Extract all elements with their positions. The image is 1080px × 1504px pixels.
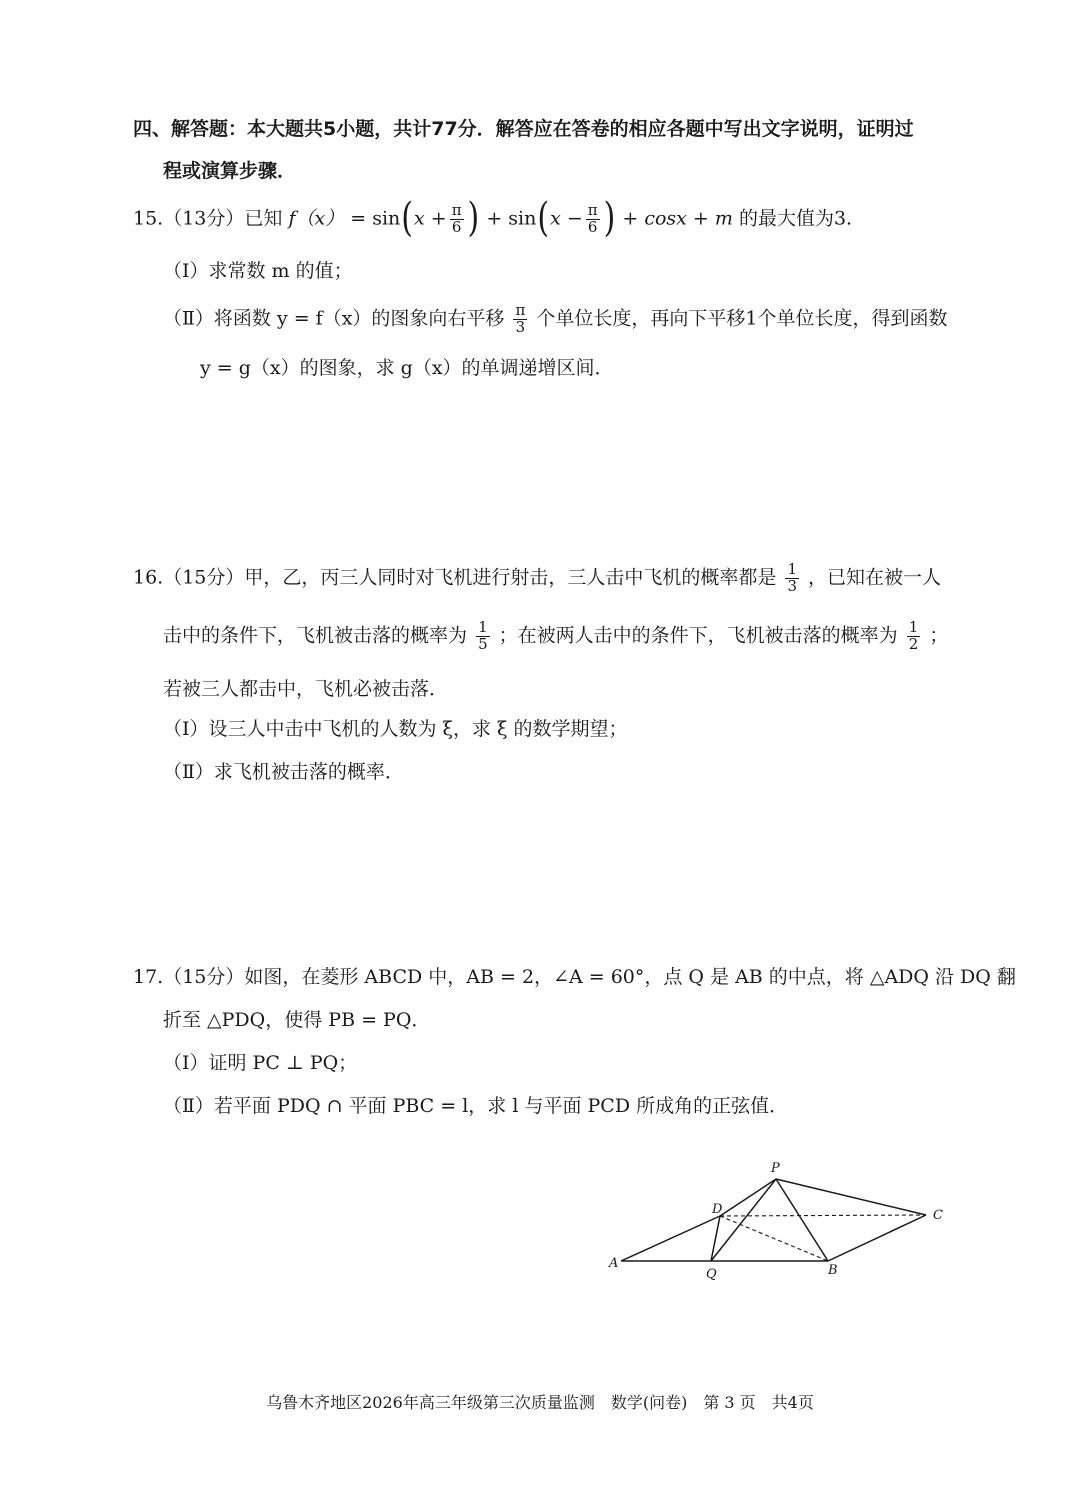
q16-frac-1-5: $\frac{1}{5}$ (478, 618, 488, 653)
q17-line2: 折至 △PDQ，使得 PB = PQ． (163, 1009, 431, 1031)
q15-eq-sin: = sin (350, 207, 401, 230)
q15-stem: 15.（13分）已知 f（x） = sin(x + $\frac{\pi}{6}$ ) + sin(x − $\frac{\pi}{6}$ ) + cosx + m 的最大值为3. (133, 194, 853, 243)
q15-fx: f（x） (288, 207, 345, 230)
q16-line1-a: 16.（15分）甲，乙，丙三人同时对飞机进行射击，三人击中飞机的概率都是 (133, 566, 777, 589)
label-C: C (933, 1208, 943, 1223)
q15-x-minus: x − (550, 207, 583, 230)
q17-line1: 17.（15分）如图，在菱形 ABCD 中，AB = 2，∠A = 60°，点 Q 是 AB 的中点，将 △ADQ 沿 DQ 翻 (133, 966, 1016, 988)
q15-part2-b: 个单位长度，再向下平移1个单位长度，得到函数 (536, 307, 948, 330)
q17-part2: （Ⅱ）若平面 PDQ ∩ 平面 PBC = l，求 l 与平面 PCD 所成角的正弦值． (163, 1095, 789, 1117)
q16-line2 (163, 620, 948, 653)
edge-PB (776, 1179, 828, 1261)
q15-part2-a: （Ⅱ）将函数 y = f（x）的图象向右平移 (163, 307, 505, 330)
label-A: A (609, 1256, 619, 1271)
label-P: P (771, 1161, 780, 1176)
edge-DC-dashed (720, 1215, 926, 1216)
q15-frac-pi6-b: $\frac{\pi}{6}$ (587, 201, 598, 236)
q16-part1: （Ⅰ）设三人中击中飞机的人数为 ξ，求 ξ 的数学期望； (163, 718, 628, 740)
q15-frac-pi6-a: $\frac{\pi}{6}$ (451, 201, 462, 236)
label-Q: Q (706, 1267, 717, 1282)
geometry-figure (600, 1155, 960, 1290)
q16-line2-a: 击中的条件下，飞机被击落的概率为 (163, 624, 468, 647)
page-footer: 乌鲁木齐地区2026年高三年级第三次质量监测 数学(问卷) 第 3 页 共4页 (266, 1393, 814, 1412)
q16-line2-b: ；在被两人击中的条件下，飞机被击落的概率为 (498, 624, 898, 647)
edge-AD (621, 1216, 720, 1261)
q15-frac-pi3: $\frac{\pi}{3}$ (515, 301, 526, 336)
label-D: D (712, 1202, 723, 1217)
q16-part2: （Ⅱ）求飞机被击落的概率． (163, 761, 404, 783)
q16-frac-1-3: $\frac{1}{3}$ (787, 560, 797, 595)
q17-part1: （Ⅰ）证明 PC ⊥ PQ； (163, 1052, 358, 1074)
q16-line3: 若被三人都击中，飞机必被击落． (163, 678, 449, 700)
edge-DB-dashed (720, 1216, 828, 1261)
q16-line1-b: ，已知在被一人 (808, 566, 942, 589)
q15-tail-expr: + cosx + m (622, 207, 733, 230)
q16-line1 (133, 562, 941, 595)
edge-PQ (711, 1179, 776, 1261)
q15-lead: 15.（13分）已知 (133, 207, 283, 230)
edge-PD (720, 1179, 776, 1216)
label-B: B (828, 1263, 838, 1278)
q16-frac-1-2: $\frac{1}{2}$ (908, 618, 919, 653)
edge-BC (828, 1215, 926, 1261)
section-header-line1: 四、解答题：本大题共5小题，共计77分．解答应在答卷的相应各题中写出文字说明，证明过 (133, 118, 914, 140)
q15-part2-c: y = g（x）的图象，求 g（x）的单调递增区间． (200, 357, 614, 379)
q15-plus-sin: + sin (486, 207, 537, 230)
q15-part2 (163, 303, 947, 336)
section-header-line2: 程或演算步骤． (163, 160, 297, 182)
q15-part1: （Ⅰ）求常数 m 的值； (163, 260, 353, 282)
q15-tail-text: 的最大值为3. (738, 207, 853, 230)
q16-line2-c: ； (929, 624, 949, 647)
q15-x-plus: x + (414, 207, 447, 230)
edge-PC (776, 1179, 926, 1215)
